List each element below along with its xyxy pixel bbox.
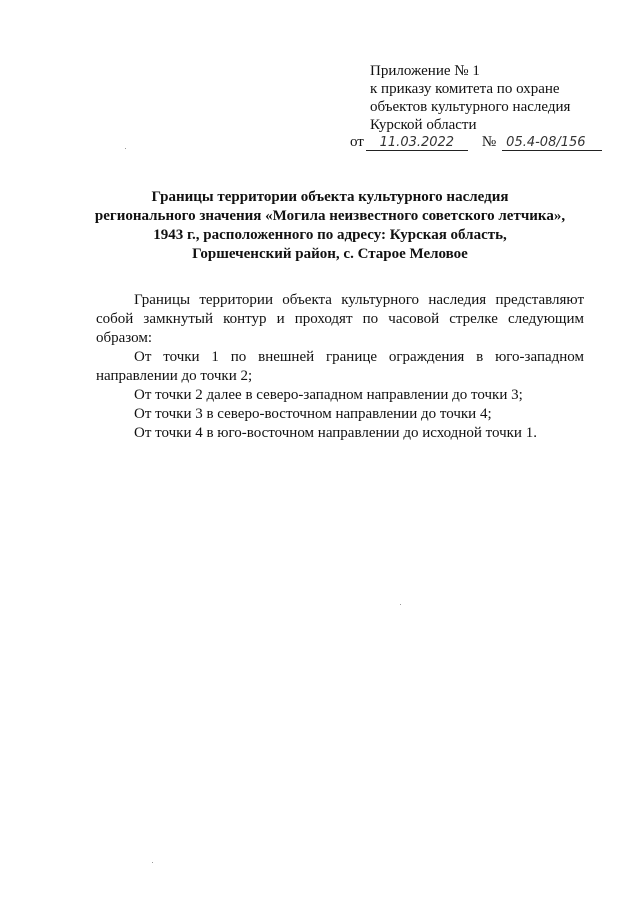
paragraph-line: собой замкнутый контур и проходят по часовой стрелке следующим [96, 311, 584, 327]
appendix-line: Курской области [370, 117, 477, 133]
scan-speck [125, 148, 126, 149]
handwritten-number: 05.4-08/156 [502, 135, 602, 151]
paragraph-line: От точки 1 по внешней границе ограждения в юго-западном [134, 349, 584, 365]
paragraph-line: От точки 2 далее в северо-западном направлении до точки 3; [134, 387, 523, 403]
scan-speck [400, 604, 401, 605]
appendix-line: к приказу комитета по охране [370, 81, 560, 97]
appendix-header [370, 62, 570, 134]
paragraph-line: От точки 4 в юго-восточном направлении до исходной точки 1. [134, 425, 537, 441]
document-title [80, 188, 580, 264]
appendix-line: объектов культурного наследия [370, 99, 571, 115]
number-prefix: № [481, 134, 497, 150]
appendix-title: Приложение № 1 [370, 63, 480, 79]
paragraph-line: направлении до точки 2; [96, 368, 253, 384]
document-body [96, 291, 584, 443]
title-line: 1943 г., расположенного по адресу: Курская область, [153, 227, 507, 243]
scan-speck [152, 862, 153, 863]
title-line: Границы территории объекта культурного наследия [151, 189, 509, 205]
title-line: регионального значения «Могила неизвестного советского летчика», [94, 208, 566, 224]
paragraph-line: Границы территории объекта культурного наследия представляют [134, 292, 584, 308]
date-prefix: от [350, 134, 364, 150]
handwritten-date: 11.03.2022 [366, 135, 468, 151]
paragraph-line: образом: [96, 330, 153, 346]
title-line: Горшеченский район, с. Старое Меловое [192, 246, 468, 262]
order-date-number [350, 134, 602, 151]
paragraph-line: От точки 3 в северо-восточном направлении до точки 4; [134, 406, 492, 422]
